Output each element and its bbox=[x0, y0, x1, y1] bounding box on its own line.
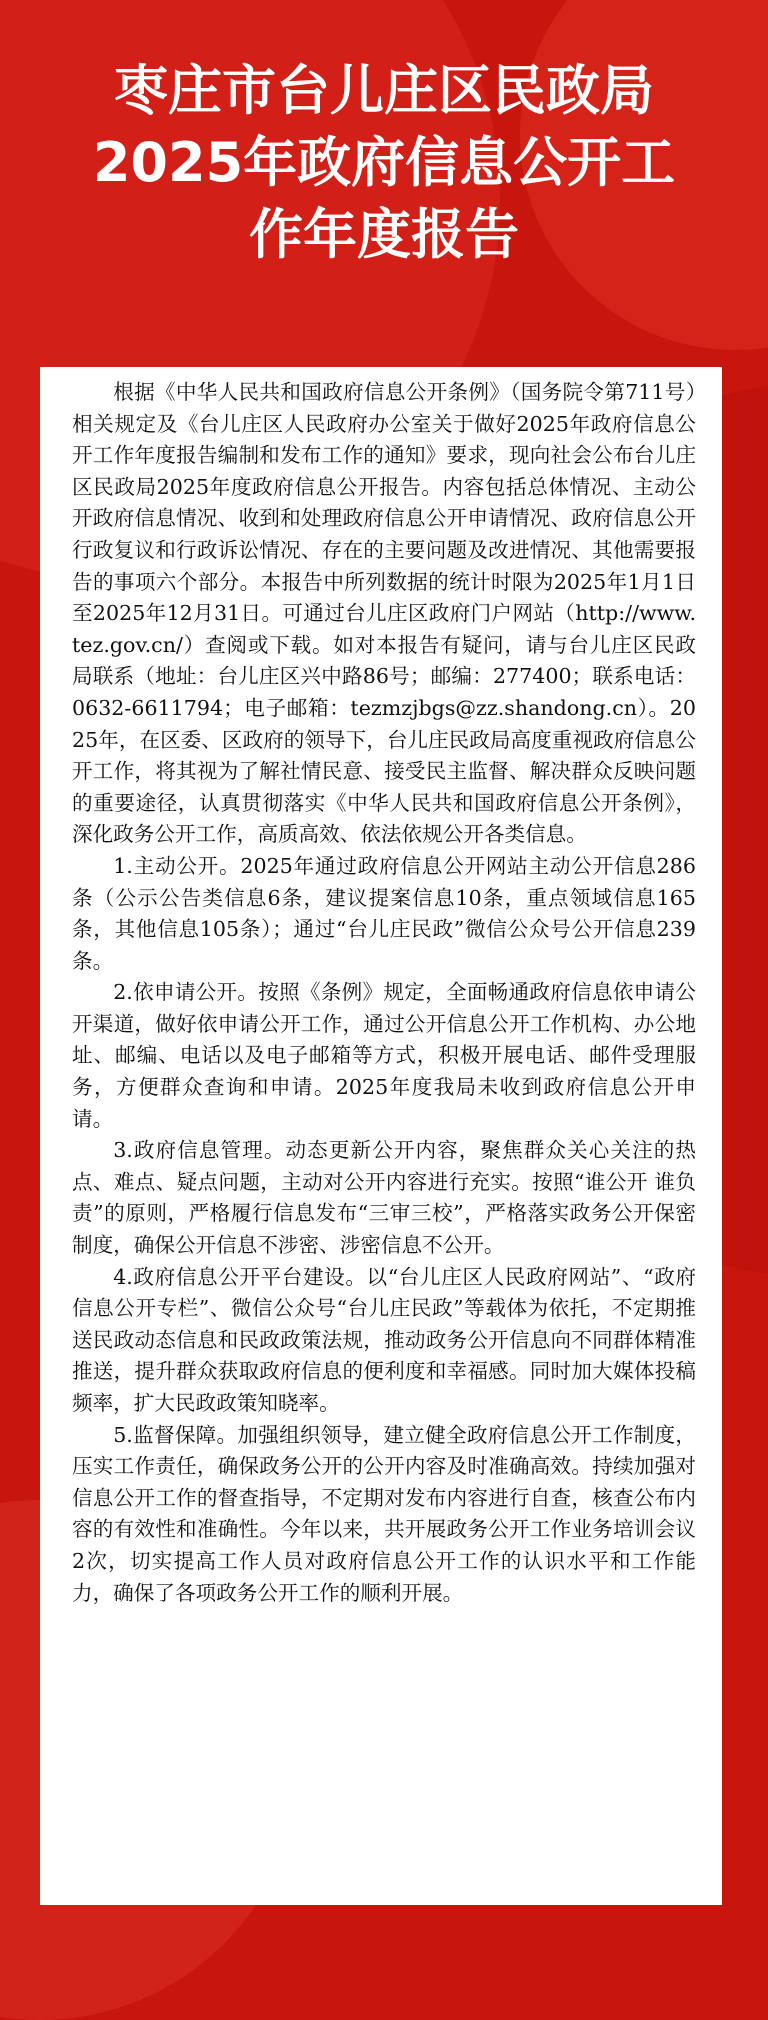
page-title bbox=[0, 55, 768, 271]
section-supervision: 5.监督保障。加强组织领导，建立健全政府信息公开工作制度，压实工作责任，确保政务公开的公开内容及时准确高效。持续加强对信息公开工作的督查指导，不定期对发布内容进行自查，核查公布内容的有效性和准确性。今年以来，共开展政务公开工作业务培训会议2次，切实提高工作人员对政府信息公开工作的认识水平和工作能力，确保了各项政务公开工作的顺利开展。 bbox=[72, 1422, 696, 1605]
title-line: 2025年政府信息公开工 bbox=[92, 131, 676, 194]
report-body bbox=[72, 377, 696, 1609]
intro-paragraph: 根据《中华人民共和国政府信息公开条例》（国务院令第711号）相关规定及《台儿庄区人民政府办公室关于做好2025年政府信息公开工作年度报告编制和发布工作的通知》要求，现向社会公布台儿庄区民政局2025年度政府信息公开报告。内容包括总体情况、主动公开政府信息情况、收到和处理政府信息公开申请情况、政府信息公开行政复议和行政诉讼情况、存在的主要问题及改进情况、其他需要报告的事项六个部分。本报告中所列数据的统计时限为2025年1月1日至2025年12月31日。可通过台儿庄区政府门户网站（http://www.tez.gov.cn/）查阅或下载。如对本报告有疑问，请与台儿庄区民政局联系（地址：台儿庄区兴中路86号；邮编：277400；联系电话：0632-6611794；电子邮箱：tezmzjbgs@zz.shandong.cn）。2025年，在区委、区政府的领导下，台儿庄民政局高度重视政府信息公开工作，将其视为了解社情民意、接受民主监督、解决群众反映问题的重要途径，认真贯彻落实《中华人民共和国政府信息公开条例》，深化政务公开工作，高质高效、依法依规公开各类信息。 bbox=[72, 380, 696, 847]
section-platform-construction: 4.政府信息公开平台建设。以“台儿庄区人民政府网站”、“政府信息公开专栏”、微信公众号“台儿庄民政”等载体为依托，不定期推送民政动态信息和民政政策法规，推动政务公开信息向不同群体精准推送，提升群众获取政府信息的便利度和幸福感。同时加大媒体投稿频率，扩大民政政策知晓率。 bbox=[72, 1264, 696, 1415]
section-proactive-disclosure: 1.主动公开。2025年通过政府信息公开网站主动公开信息286条（公示公告类信息6条，建议提案信息10条，重点领域信息165条，其他信息105条）；通过“台儿庄民政”微信公众号公开信息239条。 bbox=[72, 853, 696, 973]
report-panel bbox=[40, 367, 722, 1905]
section-application-disclosure: 2.依申请公开。按照《条例》规定，全面畅通政府信息依申请公开渠道，做好依申请公开工作，通过公开信息公开工作机构、办公地址、邮编、电话以及电子邮箱等方式，积极开展电话、邮件受理服务，方便群众查询和申请。2025年度我局未收到政府信息公开申请。 bbox=[72, 980, 696, 1131]
title-line: 作年度报告 bbox=[249, 203, 519, 266]
section-information-management: 3.政府信息管理。动态更新公开内容，聚焦群众关心关注的热点、难点、疑点问题，主动对公开内容进行充实。按照“谁公开 谁负责”的原则，严格履行信息发布“三审三校”，严格落实政务公开保密制度，确保公开信息不涉密、涉密信息不公开。 bbox=[72, 1138, 696, 1258]
title-line: 枣庄市台儿庄区民政局 bbox=[114, 59, 654, 122]
